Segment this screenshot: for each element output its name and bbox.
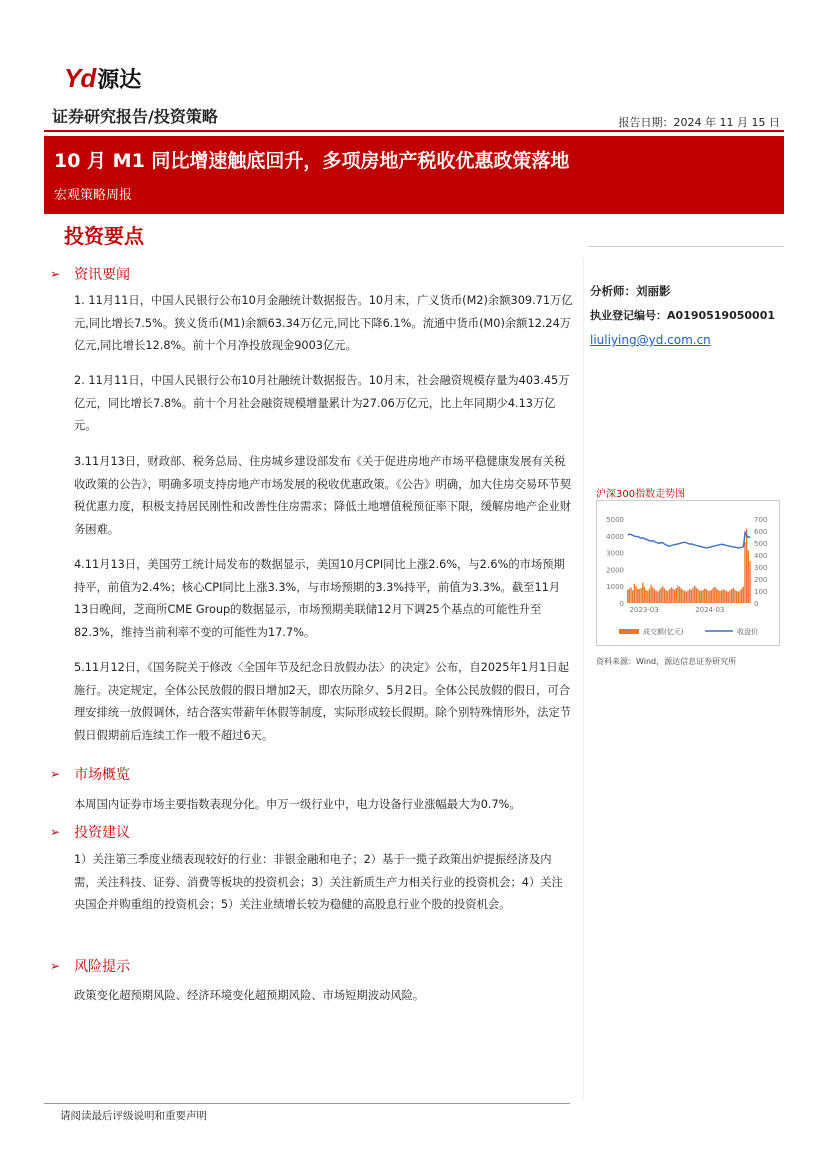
volume-bar (667, 591, 668, 603)
volume-bar (669, 589, 670, 603)
right-tick-label: 500 (754, 540, 768, 548)
volume-bar (723, 589, 724, 603)
news-item-1: 1. 11月11日，中国人民银行公布10月金融统计数据报告。10月末，广义货币(M2)余额309.71万亿元,同比增长7.5%。狭义货币(M1)余额63.34万亿元,同比下降6.1%。流通中货币(M0)余额12.24万亿元,同比增长12.8%。前十个月净投放现金9003亿元。 (74, 294, 573, 352)
volume-bar (645, 590, 646, 603)
volume-bar (666, 590, 667, 603)
right-tick-label: 600 (754, 528, 768, 536)
volume-bar (681, 589, 682, 603)
advice-text: 1）关注第三季度业绩表现较好的行业：非银金融和电子；2）基于一揽子政策出炉提振经济及内需，关注科技、证券、消费等板块的投资机会；3）关注新质生产力相关行业的投资机会；4）关注央国企并购重组的投资机会；5）关注业绩增长较为稳健的高股息行业个股的投资机会。 (74, 853, 563, 911)
left-tick-label: 2000 (606, 566, 624, 575)
volume-bar (738, 592, 739, 603)
section-heading-text: 投资建议 (74, 825, 131, 841)
volume-bar (701, 591, 702, 603)
volume-bar (662, 586, 663, 603)
volume-bar (682, 590, 683, 603)
volume-bar (734, 590, 735, 603)
logo-text: 源达 (97, 67, 142, 93)
volume-bar (632, 590, 633, 603)
volume-bar (731, 589, 732, 603)
section-market-heading (50, 764, 130, 784)
analyst-name: 分析师：刘丽影 (590, 284, 671, 298)
volume-bar (709, 591, 710, 603)
volume-bar (739, 590, 740, 603)
volume-bar (712, 588, 713, 603)
volume-bar (654, 589, 655, 603)
volume-bar (719, 591, 720, 603)
report-date: 报告日期：2024 年 11 月 15 日 (618, 116, 780, 129)
x-tick-label: 2023-03 (629, 606, 659, 614)
volume-bar (635, 586, 636, 603)
legend-bar-label: 成交额(亿元) (643, 628, 684, 636)
market-overview-text: 本周国内证券市场主要指数表现分化。申万一级行业中，电力设备行业涨幅最大为0.7%。 (74, 798, 521, 811)
volume-bar (640, 588, 641, 603)
volume-bar (664, 589, 665, 603)
company-logo (64, 64, 141, 92)
volume-bar (687, 590, 688, 603)
volume-bar (649, 589, 650, 603)
legend-bar-swatch (619, 629, 639, 634)
report-subtitle: 宏观策略周报 (54, 188, 133, 203)
x-tick-label: 2024-03 (695, 606, 725, 614)
volume-bar (684, 591, 685, 603)
news-item-3: 3.11月13日，财政部、税务总局、住房城乡建设部发布《关于促进房地产市场平稳健康发展有关税收政策的公告》，明确多项支持房地产市场发展的税收优惠政策。《公告》明确，加大住房交易环节契税优惠力度，积极支持居民刚性和改善性住房需求；降低土地增值税预征率下限，缓解房地产企业财务困难。 (74, 455, 572, 536)
news-item-5: 5.11月12日，《国务院关于修改〈全国年节及纪念日放假办法〉的决定》公布，自2025年1月1日起施行。决定规定，全体公民放假的假日增加2天，即农历除夕、5月2日。全体公民放假的假日，可合理安排统一放假调休，结合落实带薪年休假等制度，实际形成较长假期。除个别特殊情形外，法定节假日假期前后连续工作一般不超过6天。 (74, 661, 572, 742)
volume-bar (733, 588, 734, 603)
volume-bar (674, 590, 675, 603)
volume-bar (702, 590, 703, 603)
section-heading-text: 风险提示 (74, 959, 131, 975)
arrow-icon: ➢ (50, 959, 61, 973)
invest-highlights-title: 投资要点 (64, 224, 144, 248)
section-risk-heading (50, 956, 130, 976)
main-content (44, 258, 584, 1098)
volume-bar (676, 588, 677, 603)
volume-bar (679, 587, 680, 603)
analyst-email-link[interactable]: liuliying@yd.com.cn (590, 333, 711, 347)
volume-bar (637, 589, 638, 603)
risk-text: 政策变化超预期风险、经济环境变化超预期风险、市场短期波动风险。 (74, 989, 425, 1002)
volume-bar (629, 589, 630, 603)
news-item-2: 2. 11月11日，中国人民银行公布10月社融统计数据报告。10月末，社会融资规模存量为403.45万亿元，同比增长7.8%。前十个月社会融资规模增量累计为27.06万亿元，比上年同期少4.13万亿元。 (74, 374, 570, 432)
volume-bar (661, 588, 662, 603)
volume-bar (699, 590, 700, 603)
right-tick-label: 700 (754, 516, 768, 524)
chart-svg (597, 501, 781, 647)
section-heading-text: 资讯要闻 (74, 267, 131, 283)
news-item-4: 4.11月13日，美国劳工统计局发布的数据显示，美国10月CPI同比上涨2.6%，与2.6%的市场预期持平，前值为2.4%；核心CPI同比上涨3.3%，与市场预期的3.3%持平，前值为3.3%。截至11月13日晚间，芝商所CME Group的数据显示，市场预期美联储12月下调25个基点的可能性升至82.3%，维持当前利率不变的可能性为17.7%。 (74, 558, 565, 639)
volume-bar (692, 587, 693, 603)
title-banner (44, 136, 784, 214)
volume-bar (627, 590, 628, 603)
volume-bar (694, 586, 695, 603)
volume-bar (724, 590, 725, 603)
volume-bar (697, 589, 698, 603)
volume-bar (657, 592, 658, 603)
volume-bar (716, 589, 717, 603)
volume-bar (652, 587, 653, 603)
volume-bar (704, 589, 705, 603)
right-tick-label: 300 (754, 564, 768, 572)
close-price-line (628, 532, 750, 548)
volume-bar (741, 589, 742, 603)
header-row (44, 100, 784, 132)
volume-bar (721, 590, 722, 603)
right-tick-label: 400 (754, 552, 768, 560)
section-advice-heading (50, 822, 130, 842)
volume-bar (711, 590, 712, 603)
right-tick-label: 0 (754, 600, 759, 608)
series-title: 证券研究报告/投资策略 (52, 107, 218, 126)
volume-bar (647, 591, 648, 603)
volume-bar (744, 542, 745, 603)
volume-bar (746, 529, 747, 603)
volume-bar (642, 583, 643, 603)
volume-bar (672, 589, 673, 603)
volume-bar (689, 589, 690, 603)
left-tick-label: 0 (619, 600, 624, 608)
volume-bar (728, 592, 729, 603)
license-number: 执业登记编号：A0190519050001 (590, 309, 776, 322)
volume-bar (634, 584, 635, 603)
left-tick-label: 5000 (606, 516, 624, 524)
section-news-heading (50, 264, 130, 284)
volume-bar (743, 587, 744, 603)
volume-bar (714, 587, 715, 603)
volume-bar (630, 587, 631, 603)
right-tick-label: 200 (754, 576, 768, 584)
report-title: 10 月 M1 同比增速触底回升，多项房地产税收优惠政策落地 (54, 150, 570, 172)
arrow-icon: ➢ (50, 267, 61, 281)
volume-bar (691, 590, 692, 603)
footer-divider (44, 1103, 570, 1104)
logo-mark: Yd (64, 62, 96, 93)
footer-disclaimer: 请阅读最后评级说明和重要声明 (60, 1110, 207, 1122)
left-tick-label: 3000 (606, 549, 624, 558)
right-tick-label: 100 (754, 588, 768, 596)
volume-bar (717, 590, 718, 603)
left-tick-label: 4000 (606, 532, 624, 541)
volume-bar (686, 592, 687, 603)
volume-bar (706, 589, 707, 603)
volume-bar (639, 589, 640, 603)
volume-bar (736, 591, 737, 603)
volume-bar (659, 590, 660, 603)
section-heading-text: 市场概览 (74, 767, 131, 783)
volume-bar (696, 588, 697, 603)
legend-line-label: 收盘价 (737, 628, 758, 636)
volume-bar (650, 585, 651, 603)
csi300-chart (596, 500, 780, 646)
volume-bar (644, 587, 645, 603)
volume-bar (726, 591, 727, 603)
arrow-icon: ➢ (50, 767, 61, 781)
volume-bar (677, 586, 678, 603)
volume-bar (707, 590, 708, 603)
volume-bar (749, 561, 750, 603)
volume-bar (748, 550, 749, 603)
sidebar (588, 246, 784, 347)
chart-source: 资料来源：Wind，源达信息证券研究所 (596, 657, 737, 666)
volume-bar (729, 590, 730, 603)
chart-title: 沪深300指数走势图 (596, 489, 686, 500)
arrow-icon: ➢ (50, 825, 61, 839)
volume-bar (655, 590, 656, 603)
left-tick-label: 1000 (606, 583, 624, 592)
volume-bar (671, 587, 672, 603)
